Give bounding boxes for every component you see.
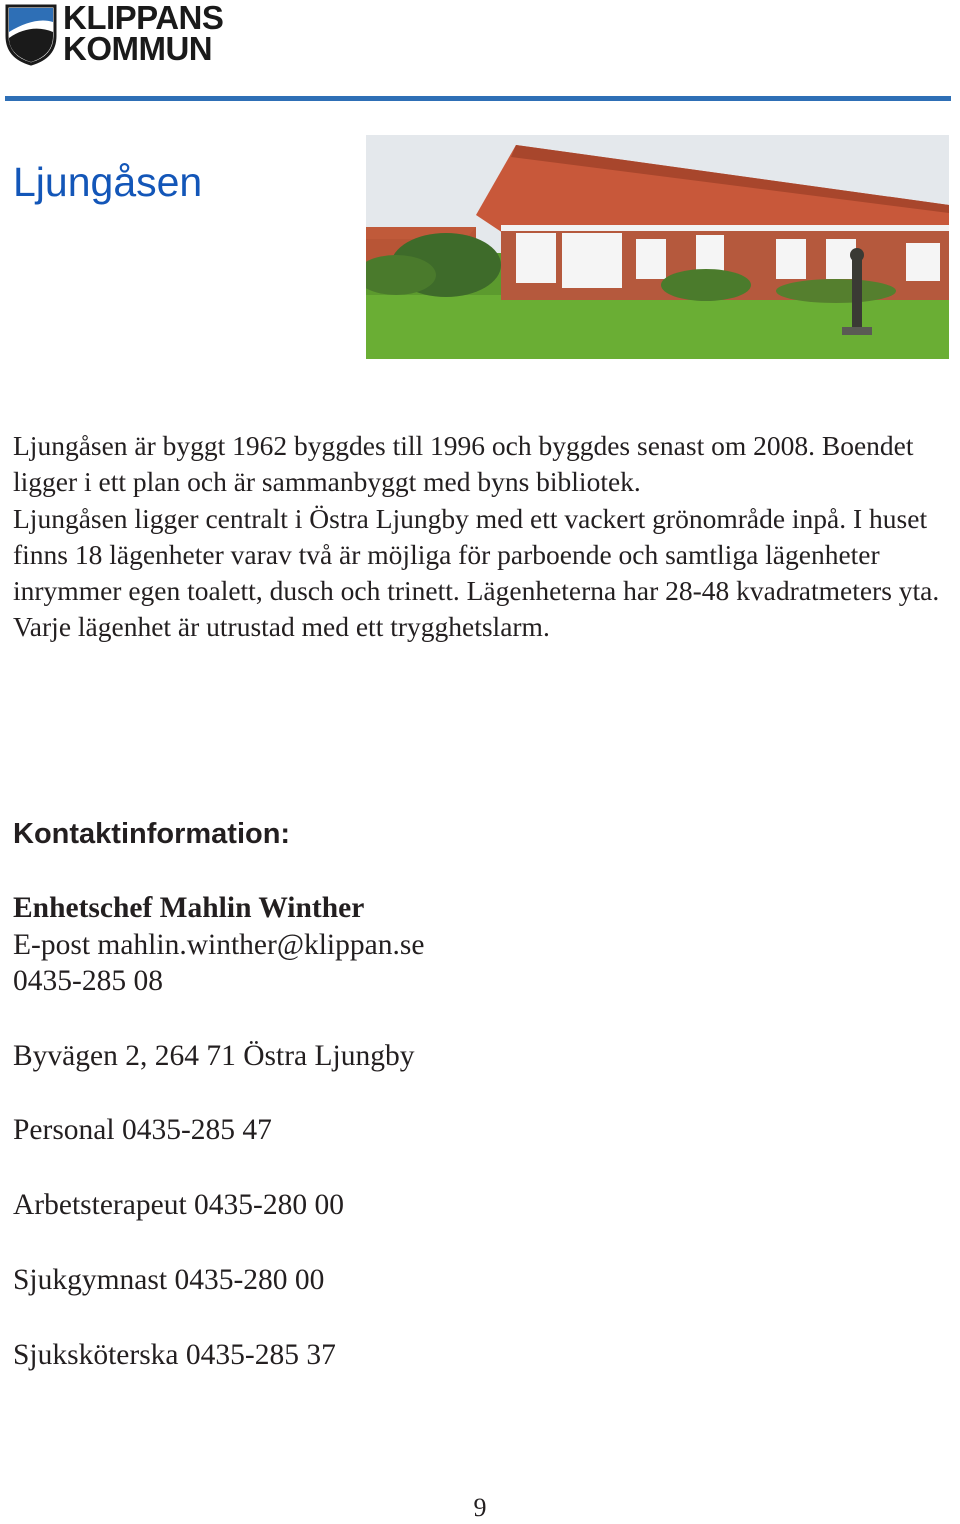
description: [13, 428, 948, 646]
photo-of-building: [366, 135, 949, 359]
contact-phone: 0435-285 08: [13, 965, 163, 997]
logo-line-1: KLIPPANS: [63, 0, 224, 36]
contact-block: [13, 890, 424, 1000]
header: [0, 0, 960, 104]
contact-personal: Personal 0435-285 47: [13, 1114, 272, 1146]
klippan-shield-logo: [5, 4, 57, 66]
contact-email: E-post mahlin.winther@klippan.se: [13, 928, 425, 961]
contact-sjukskoterska: Sjuksköterska 0435-285 37: [13, 1339, 336, 1371]
description-paragraph-1: Ljungåsen är byggt 1962 byggdes till 1996 och byggdes senast om 2008. Boendet ligger i ett plan och är sammanbyggt med byns bibliotek.: [13, 430, 914, 498]
header-rule: [5, 96, 951, 101]
contact-heading: Kontaktinformation:: [13, 818, 291, 850]
contact-manager: Enhetschef Mahlin Winther: [13, 892, 365, 924]
contact-address: Byvägen 2, 264 71 Östra Ljungby: [13, 1040, 415, 1072]
logo-wordmark: [63, 0, 224, 67]
logo-line-2: KOMMUN: [63, 30, 213, 67]
contact-sjukgymnast: Sjukgymnast 0435-280 00: [13, 1264, 325, 1296]
page-title: Ljungåsen: [13, 159, 203, 205]
page-number: 9: [473, 1493, 487, 1522]
contact-arbetsterapeut: Arbetsterapeut 0435-280 00: [13, 1189, 344, 1221]
description-paragraph-2: Ljungåsen ligger centralt i Östra Ljungby med ett vackert grönområde inpå. I huset finns 18 lägenheter varav två är möjliga för parboende och samtliga lägenheter inrymmer egen toalett, dusch och trinett. Lägenheterna har 28-48 kvadratmeters yta. Varje lägenhet är utrustad med ett trygghetslarm.: [13, 502, 940, 643]
